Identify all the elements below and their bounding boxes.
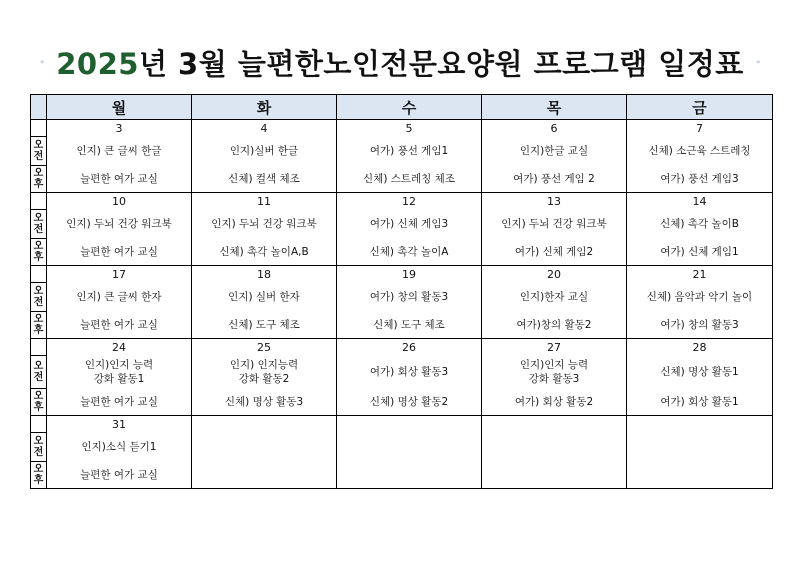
morning-label [31,356,47,389]
program-cell [627,462,773,489]
date-row [31,120,773,137]
program-cell: 신체) 명상 활동2 [337,389,482,416]
afternoon-label [31,312,47,339]
program-cell: 신체) 명상 활동1 [627,356,773,389]
date-cell [337,416,482,433]
program-cell [482,462,627,489]
program-cell: 인지) 실버 한자 [192,283,337,312]
date-cell: 24 [47,339,192,356]
program-text-line: 인지)인지 능력 [84,359,154,371]
weekday-mon: 월 [47,95,192,120]
weekday-header-row [31,95,773,120]
title-bar [40,36,760,88]
date-cell: 6 [482,120,627,137]
date-cell: 17 [47,266,192,283]
morning-label [31,433,47,462]
program-cell: 여가) 신체 게임3 [337,210,482,239]
slot-label-char: 후 [33,475,44,486]
slot-label-char: 전 [33,447,44,458]
program-cell [192,356,337,389]
slot-label-char: 오 [33,464,44,475]
slot-label-char: 후 [33,252,44,263]
slot-label-char: 오 [33,314,44,325]
slot-label-char: 전 [33,151,44,162]
date-cell: 11 [192,193,337,210]
date-row [31,193,773,210]
hydrangea-flower-icon [756,40,760,84]
program-cell [337,462,482,489]
weekday-thu: 목 [482,95,627,120]
date-cell [192,416,337,433]
program-cell: 신체) 도구 체조 [337,312,482,339]
slot-label-char: 전 [33,372,44,383]
program-cell: 인지)실버 한글 [192,137,337,166]
weekday-wed: 수 [337,95,482,120]
afternoon-row [31,239,773,266]
program-cell: 인지)소식 듣기1 [47,433,192,462]
morning-label [31,210,47,239]
weekday-tue: 화 [192,95,337,120]
date-cell: 18 [192,266,337,283]
morning-row [31,283,773,312]
afternoon-row [31,389,773,416]
program-cell: 인지)한글 교실 [482,137,627,166]
program-cell: 여가) 회상 활동3 [337,356,482,389]
morning-row [31,137,773,166]
slot-label-char: 후 [33,402,44,413]
date-cell: 25 [192,339,337,356]
program-cell: 신체) 소근육 스트레칭 [627,137,773,166]
afternoon-row [31,166,773,193]
date-cell: 28 [627,339,773,356]
schedule-table [30,94,773,489]
slot-label-char: 오 [33,436,44,447]
header-corner [31,95,47,120]
program-text-line: 인지)인지 능력 [519,359,589,371]
program-cell [482,433,627,462]
morning-row [31,356,773,389]
afternoon-label [31,166,47,193]
program-cell: 여가) 창의 활동3 [337,283,482,312]
date-row-label [31,416,47,433]
date-row [31,266,773,283]
program-cell: 인지) 두뇌 건강 워크북 [192,210,337,239]
program-cell [627,433,773,462]
date-cell: 14 [627,193,773,210]
program-cell: 여가) 풍선 게임 2 [482,166,627,193]
program-text-line: 강화 활동2 [238,373,290,385]
program-cell: 여가) 회상 활동2 [482,389,627,416]
slot-label-char: 오 [33,391,44,402]
page-title [56,42,744,83]
slot-label-char: 오 [33,241,44,252]
morning-row [31,210,773,239]
date-cell [482,416,627,433]
program-cell [192,462,337,489]
date-cell: 7 [627,120,773,137]
program-cell: 늘편한 여가 교실 [47,389,192,416]
program-cell: 여가) 풍선 게임1 [337,137,482,166]
title-year: 2025 [56,46,139,81]
program-cell: 늘편한 여가 교실 [47,462,192,489]
slot-label-char: 오 [33,213,44,224]
date-row-label [31,193,47,210]
program-cell [47,356,192,389]
morning-row [31,433,773,462]
program-cell: 신체) 명상 활동3 [192,389,337,416]
date-row-label [31,339,47,356]
program-cell: 신체) 스트레칭 체조 [337,166,482,193]
program-cell: 늘편한 여가 교실 [47,312,192,339]
program-text-line: 강화 활동3 [528,373,580,385]
program-cell: 신체) 촉각 놀이A [337,239,482,266]
date-row [31,416,773,433]
program-cell [192,433,337,462]
program-cell: 여가) 풍선 게임3 [627,166,773,193]
date-cell: 21 [627,266,773,283]
program-cell: 신체) 도구 체조 [192,312,337,339]
slot-label-char: 전 [33,297,44,308]
program-cell [482,356,627,389]
schedule-body [31,120,773,489]
date-cell: 31 [47,416,192,433]
weekday-fri: 금 [627,95,773,120]
afternoon-label [31,239,47,266]
slot-label-char: 후 [33,325,44,336]
slot-label-char: 오 [33,140,44,151]
afternoon-row [31,312,773,339]
morning-label [31,283,47,312]
program-cell: 여가) 신체 게임2 [482,239,627,266]
program-cell: 인지) 큰 글씨 한글 [47,137,192,166]
slot-label-char: 오 [33,286,44,297]
date-cell: 4 [192,120,337,137]
slot-label-char: 전 [33,224,44,235]
program-text-line: 인지) 인지능력 [229,359,299,371]
afternoon-label [31,462,47,489]
title-text: 년 3월 늘편한노인전문요양원 프로그램 일정표 [138,46,744,81]
date-cell: 10 [47,193,192,210]
afternoon-label [31,389,47,416]
program-cell: 인지)한자 교실 [482,283,627,312]
program-cell: 여가) 창의 활동3 [627,312,773,339]
date-cell: 12 [337,193,482,210]
program-cell: 신체) 컬색 체조 [192,166,337,193]
program-cell: 인지) 두뇌 건강 워크북 [47,210,192,239]
date-row-label [31,120,47,137]
program-cell [337,433,482,462]
date-cell: 26 [337,339,482,356]
date-row-label [31,266,47,283]
date-cell: 13 [482,193,627,210]
afternoon-row [31,462,773,489]
date-row [31,339,773,356]
program-cell: 여가) 회상 활동1 [627,389,773,416]
slot-label-char: 오 [33,361,44,372]
date-cell [627,416,773,433]
date-cell: 20 [482,266,627,283]
date-cell: 3 [47,120,192,137]
date-cell: 5 [337,120,482,137]
program-cell: 신체) 촉각 놀이B [627,210,773,239]
date-cell: 19 [337,266,482,283]
program-cell: 인지) 큰 글씨 한자 [47,283,192,312]
program-cell: 여가) 신체 게임1 [627,239,773,266]
program-cell: 늘편한 여가 교실 [47,239,192,266]
program-text-line: 강화 활동1 [93,373,145,385]
slot-label-char: 후 [33,179,44,190]
program-cell: 여가)창의 활동2 [482,312,627,339]
date-cell: 27 [482,339,627,356]
program-cell: 인지) 두뇌 건강 워크북 [482,210,627,239]
program-cell: 신체) 음악과 악기 놀이 [627,283,773,312]
morning-label [31,137,47,166]
program-cell: 늘편한 여가 교실 [47,166,192,193]
hydrangea-flower-icon [40,40,44,84]
slot-label-char: 오 [33,168,44,179]
program-cell: 신체) 촉각 놀이A,B [192,239,337,266]
